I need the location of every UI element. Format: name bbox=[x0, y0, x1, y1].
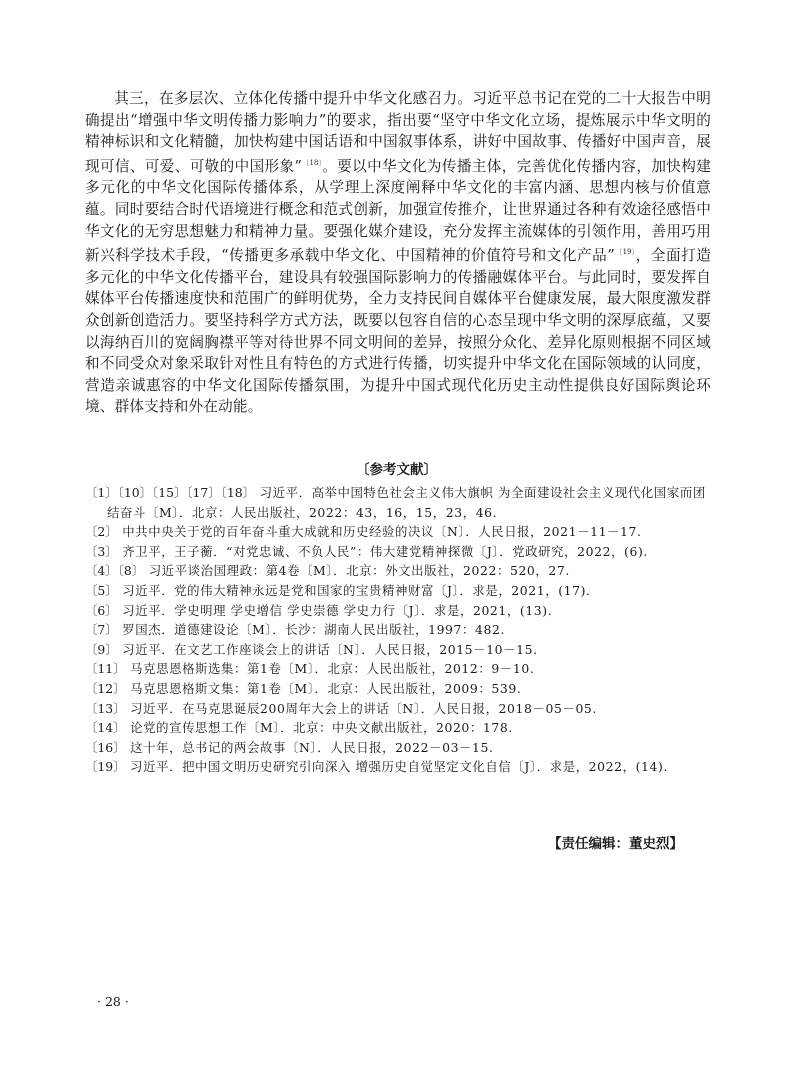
reference-item bbox=[85, 601, 715, 621]
reference-label: 〔6〕 bbox=[85, 602, 118, 618]
reference-item bbox=[85, 659, 715, 679]
reference-label: 〔11〕 bbox=[85, 661, 126, 677]
reference-text: 习近平．在马克思诞辰200周年大会上的讲话〔N〕．人民日报，2018－05－05. bbox=[130, 700, 597, 716]
reference-text: 习近平谈治国理政：第4卷〔M〕．北京：外文出版社，2022：520，27. bbox=[148, 563, 570, 579]
reference-label: 〔16〕 bbox=[85, 739, 126, 755]
reference-label: 〔12〕 bbox=[85, 680, 126, 696]
body-text-part: 其三，在多层次、立体化传播中提升中华文化感召力。习近平总书记在党的二十大报告中明确提出“增强中华文明传播力影响力”的要求，指出要“坚守中华文化立场，提炼展示中华文明的精神标识和文化精髓，加快构建中国话语和中国叙事体系，讲好中国故事、传播好中国声音，展现可信、可爱、可敬的中国形象” bbox=[85, 90, 711, 175]
reference-text: 习近平．把中国文明历史研究引向深入 增强历史自觉坚定文化自信〔J〕．求是，2022，(14). bbox=[130, 759, 668, 775]
body-text-part: 。要以中华文化为传播主体，完善优化传播内容，加快构建多元化的中华文化国际传播体系，从学理上深度阐释中华文化的丰富内涵、思想内核与价值意蕴。同时要结合时代语境进行概念和范式创新，加强宣传推介，让世界通过各种有效途径感悟中华文化的无穷思想魅力和精神力量。要强化媒介建设，充分发挥主流媒体的引领作用，善用巧用新兴科学技术手段，“传播更多承载中华文化、中国精神的价值符号和文化产品” bbox=[85, 157, 711, 265]
body-text-part: ，全面打造多元化的中华文化传播平台，建设具有较强国际影响力的传播融媒体平台。与此同时，要发挥自媒体平台传播速度快和范围广的鲜明优势，全力支持民间自媒体平台健康发展，最大限度激发群众创新创造活力。要坚持科学方式方法，既要以包容自信的心态呈现中华文明的深厚底蕴，又要以海纳百川的宽阔胸襟平等对待世界不同文明间的差异，按照分众化、差异化原则根据不同区域和不同受众对象采取针对性且有特色的方式进行传播，切实提升中华文化在国际领域的认同度，营造亲诚惠容的中华文化国际传播氛围，为提升中国式现代化历史主动性提供良好国际舆论环境、群体支持和外在动能。 bbox=[85, 247, 711, 416]
reference-text: 中共中央关于党的百年奋斗重大成就和历史经验的决议〔N〕．人民日报，2021－11－17. bbox=[122, 524, 642, 540]
responsible-editor: 【责任编辑：董史烈】 bbox=[548, 836, 683, 852]
body-paragraph bbox=[85, 88, 711, 418]
reference-label: 〔7〕 bbox=[85, 622, 118, 638]
reference-item bbox=[85, 718, 715, 738]
reference-item bbox=[85, 738, 715, 758]
reference-label: 〔14〕 bbox=[85, 720, 126, 736]
reference-label: 〔13〕 bbox=[85, 700, 126, 716]
reference-item bbox=[85, 757, 715, 777]
references-list bbox=[85, 483, 715, 777]
reference-label: 〔19〕 bbox=[85, 759, 126, 775]
reference-text: 齐卫平，王子蘅．“对党忠诚、不负人民”：伟大建党精神探微〔J〕．党政研究，2022，(6). bbox=[122, 543, 648, 559]
reference-text: 论党的宣传思想工作〔M〕．北京：中央文献出版社，2020：178. bbox=[130, 720, 513, 736]
reference-label: 〔9〕 bbox=[85, 641, 118, 657]
reference-label: 〔1〕〔10〕〔15〕〔17〕〔18〕 bbox=[85, 485, 256, 500]
reference-item bbox=[85, 581, 715, 601]
reference-text: 这十年，总书记的两会故事〔N〕．人民日报，2022－03－15. bbox=[130, 739, 494, 755]
reference-item bbox=[85, 483, 715, 522]
reference-item bbox=[85, 542, 715, 562]
reference-text: 习近平．高举中国特色社会主义伟大旗帜 为全面建设社会主义现代化国家而团结奋斗〔M〕．北京：人民出版社，2022：43，16，15，23，46. bbox=[107, 485, 706, 520]
reference-label: 〔5〕 bbox=[85, 582, 118, 598]
references-title: 〔参考文献〕 bbox=[356, 462, 437, 478]
reference-text: 马克思恩格斯选集：第1卷〔M〕．北京：人民出版社，2012：9－10. bbox=[130, 661, 535, 677]
reference-label: 〔4〕〔8〕 bbox=[85, 563, 145, 579]
reference-item bbox=[85, 699, 715, 719]
reference-label: 〔2〕 bbox=[85, 524, 118, 540]
reference-text: 习近平．党的伟大精神永远是党和国家的宝贵精神财富〔J〕．求是，2021，(17). bbox=[122, 582, 591, 598]
reference-text: 习近平．学史明理 学史增信 学史崇德 学史力行〔J〕．求是，2021，(13). bbox=[122, 602, 553, 618]
reference-item bbox=[85, 561, 715, 581]
reference-text: 习近平．在文艺工作座谈会上的讲话〔N〕．人民日报，2015－10－15. bbox=[122, 641, 538, 657]
reference-label: 〔3〕 bbox=[85, 543, 118, 559]
reference-item bbox=[85, 640, 715, 660]
reference-item bbox=[85, 522, 715, 542]
reference-text: 马克思恩格斯文集：第1卷〔M〕．北京：人民出版社，2009：539. bbox=[130, 680, 522, 696]
reference-item bbox=[85, 620, 715, 640]
citation-19: 〔19〕 bbox=[614, 248, 636, 257]
reference-text: 罗国杰．道德建设论〔M〕．长沙：湖南人民出版社，1997：482. bbox=[122, 622, 506, 638]
citation-18: 〔18〕 bbox=[302, 158, 323, 167]
page-number: · 28 · bbox=[97, 994, 129, 1009]
reference-item bbox=[85, 679, 715, 699]
